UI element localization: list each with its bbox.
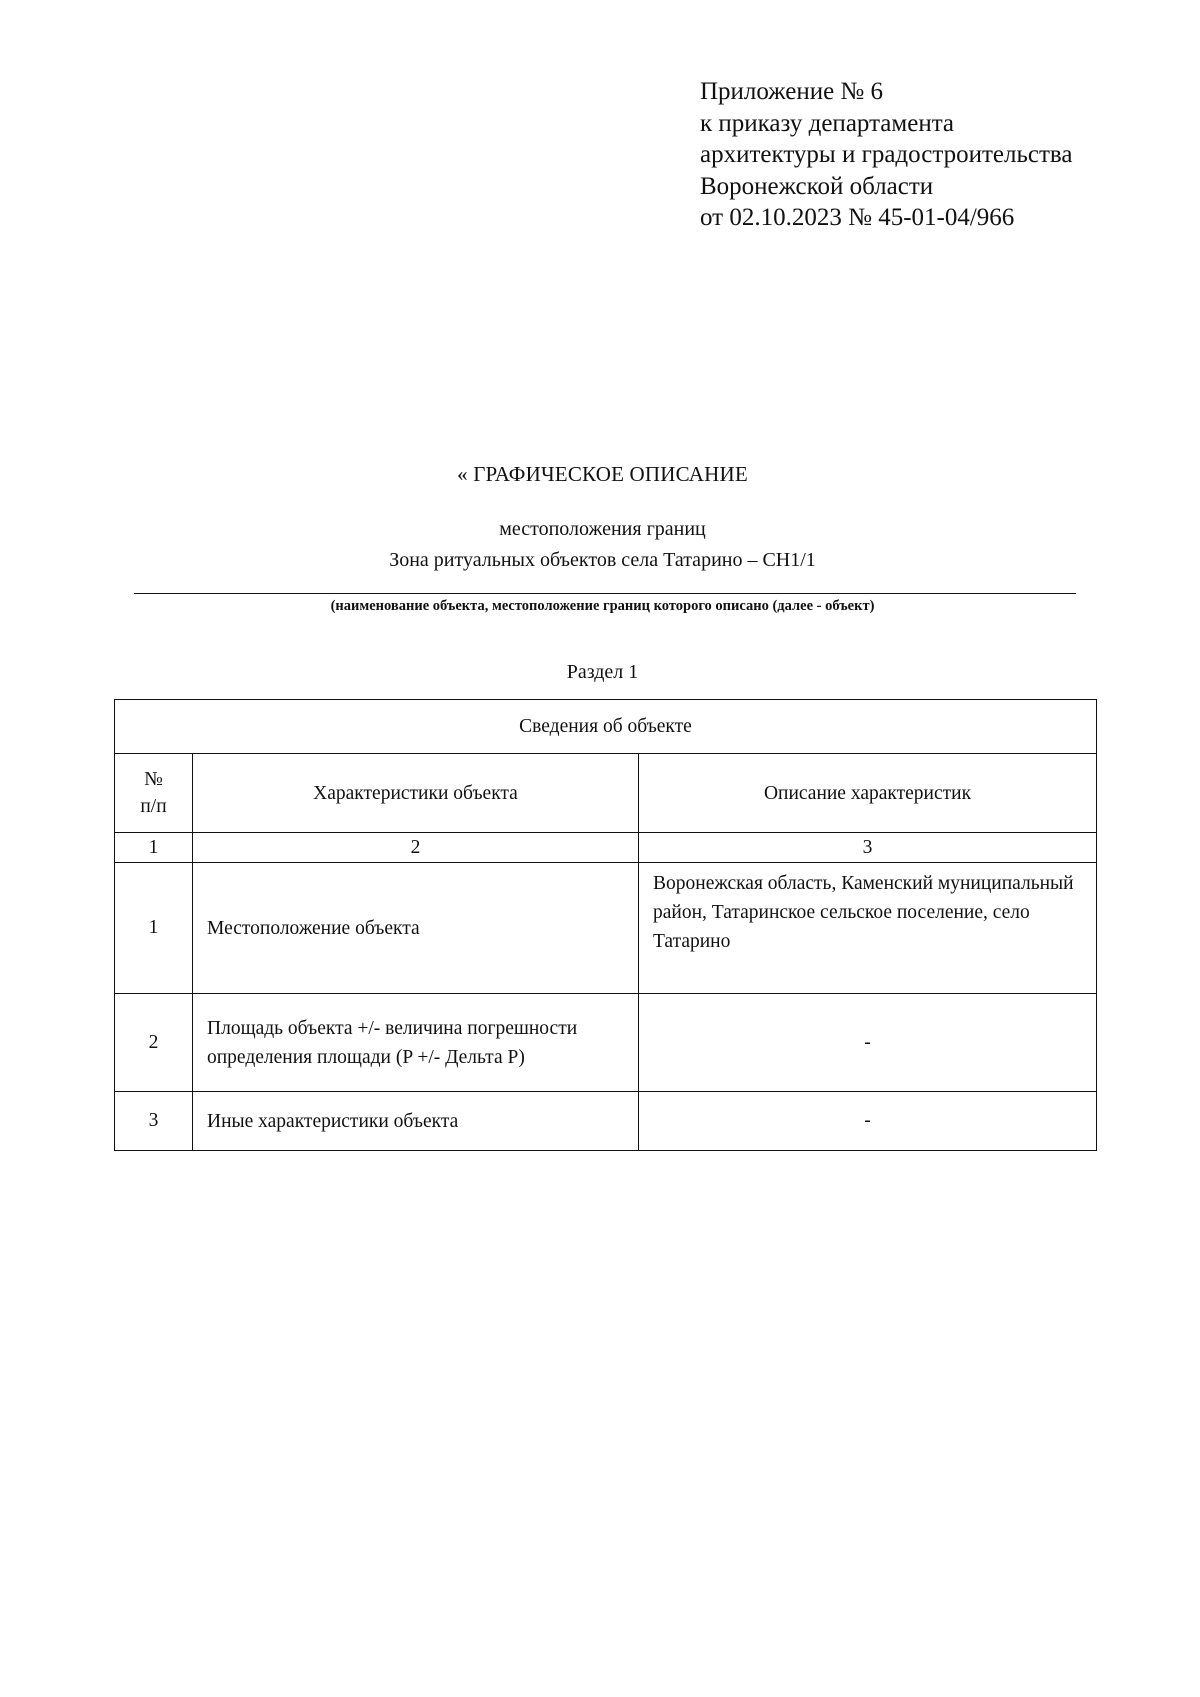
table-heading-row [115, 700, 1097, 754]
row-number: 3 [115, 1092, 193, 1151]
column-header-characteristics: Характеристики объекта [193, 754, 639, 833]
annex-line: архитектуры и градостроительства [700, 141, 1073, 168]
table-row [115, 863, 1097, 994]
object-name-caption: (наименование объекта, местоположение границ которого описано (далее - объект) [330, 598, 875, 614]
object-name: Зона ритуальных объектов села Татарино – СН1/1 [389, 549, 816, 571]
column-number: 3 [639, 833, 1097, 863]
column-number: 1 [115, 833, 193, 863]
column-header-description: Описание характеристик [639, 754, 1097, 833]
table-row [115, 994, 1097, 1092]
column-header-number-line2: п/п [140, 796, 167, 817]
annex-line: к приказу департамента [700, 109, 955, 137]
annex-line: от 02.10.2023 № 45-01-04/966 [700, 204, 1015, 231]
row-description: - [639, 994, 1097, 1092]
row-characteristic: Местоположение объекта [193, 863, 639, 994]
column-number: 2 [193, 833, 639, 863]
table-header-row [115, 754, 1097, 833]
column-number-row [115, 833, 1097, 863]
table-row [115, 1092, 1097, 1151]
annex-line: Воронежской области [700, 172, 934, 200]
row-characteristic: Площадь объекта +/- величина погрешности определения площади (P +/- Дельта P) [193, 994, 639, 1092]
section-label: Раздел 1 [566, 661, 639, 683]
row-description: - [639, 1092, 1097, 1151]
column-header-number [115, 754, 193, 833]
object-info-table [114, 699, 1097, 1151]
row-number: 1 [115, 863, 193, 994]
row-number: 2 [115, 994, 193, 1092]
annex-header [700, 76, 1072, 234]
annex-line: Приложение № 6 [700, 78, 884, 105]
row-characteristic: Иные характеристики объекта [193, 1092, 639, 1151]
table-heading: Сведения об объекте [115, 700, 1097, 754]
document-subtitle: местоположения границ [499, 518, 706, 540]
row-description: Воронежская область, Каменский муниципальный район, Татаринское сельское поселение, село Татарино [639, 863, 1097, 994]
document-title: « ГРАФИЧЕСКОЕ ОПИСАНИЕ [457, 462, 748, 486]
underline-divider [134, 593, 1076, 594]
column-header-number-line1: № [144, 769, 163, 790]
